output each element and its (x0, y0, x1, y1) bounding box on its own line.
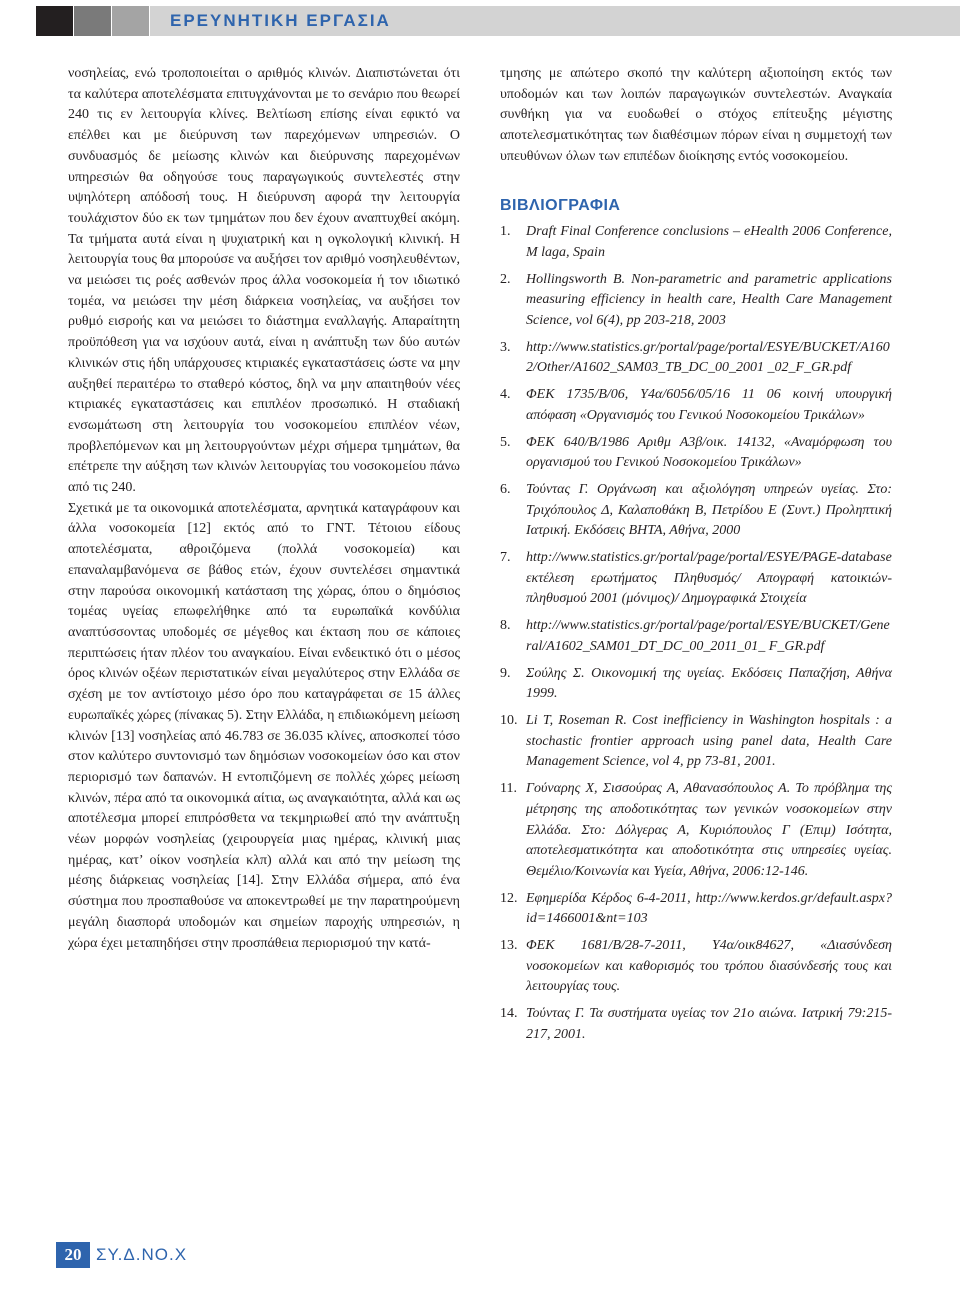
reference-text: http://www.statistics.gr/portal/page/portal/ESYE/PAGE-database εκτέλεση ερωτήματος Πληθυσμός/ Απογραφή κατοικιών-πληθυσμού 2001 (μόνιμος)/ Δημογραφικά Στοιχεία (526, 550, 892, 607)
reference-text: Li T, Roseman R. Cost inefficiency in Washington hospitals : a stochastic frontier approach using panel data, Health Care Management Science, vol 4, pp 73-81, 2001. (526, 712, 892, 770)
reference-text: ΦΕΚ 640/Β/1986 Αριθμ Α3β/οικ. 14132, «Αναμόρφωση του οργανισμού του Γενικού Νοσοκομείου Τρικάλων» (526, 434, 892, 471)
reference-number: 5. (500, 434, 511, 450)
reference-text: Γούναρης Χ, Σισσούρας Α, Αθανασόπουλος Α. Το πρόβλημα της μέτρησης της αποδοτικότητας των γενικών νοσοκομείων στην Ελλάδα. Στο: Δόλγερας Α, Κυριόπουλος Γ (Επιμ) Ισότητα, αποτελεσματικότητα και αποδοτικότητα στις υπηρεσίες υγείας. Θεμέλιο/Κοινωνία και Υγεία, Αθήνα, 2006:12-146. (526, 781, 892, 879)
header-block-gray (112, 6, 149, 36)
reference-item (500, 222, 892, 263)
reference-number: 11. (500, 781, 517, 797)
header-block-dark-gray (74, 6, 111, 36)
section-title: ΕΡΕΥΝΗΤΙΚΗ ΕΡΓΑΣΙΑ (170, 11, 391, 30)
reference-number: 4. (500, 387, 511, 403)
reference-text: Τούντας Γ. Οργάνωση και αξιολόγηση υπηρεών υγείας. Στο: Τριχόπουλος Δ, Καλαποθάκη Β, Πετρίδου Ε (Συντ.) Προληπτική Ιατρική. Εκδόσεις ΒΗΤΑ, Αθήνα, 2000 (526, 481, 892, 539)
reference-item (500, 480, 892, 542)
reference-item (500, 711, 892, 773)
reference-number: 10. (500, 712, 518, 728)
right-column (500, 64, 892, 1052)
reference-number: 7. (500, 550, 511, 566)
reference-item (500, 889, 892, 930)
references-list (500, 222, 892, 1045)
reference-item (500, 385, 892, 426)
body-paragraph-2: Σχετικά με τα οικονομικά αποτελέσματα, αρνητικά καταγράφουν και άλλα νοσοκομεία [12] εκτός από το ΓΝΤ. Τέτοιου είδους αποτελέσματα, αθροιζόμενα (πολλά νοσοκομεία) και επαναλαμβανόμενα σε βάθος ετών, έχουν συντελέσει σημαντικά στην παρούσα οικονομική κατάσταση της χώρας, όπου ο δημόσιος τομέας υγείας επωφελήθηκε από τα ευρωπαϊκά κονδύλια αναπτύσσοντας υποδομές σε μέγεθος και έκταση που σε κάποιες περιπτώσεις ήταν πλέον του αναγκαίου. Είναι ενδεικτικό ότι ο μέσος όρος κλινών οξέων περιστατικών είναι μεγαλύτερος στην Ελλάδα σε σχέση με τον αντίστοιχο μέσο όρο που καταγράφεται σε 15 άλλες ευρωπαϊκές χώρες (πίνακας 5). Στην Ελλάδα, η επιδιωκόμενη μείωση κλινών [13] νοσηλείας από 46.783 σε 36.035 κλίνες, αποσκοπεί τόσο στον καλύτερο συντονισμό των δημόσιων νοσοκομείων όσο και στον περιορισμό των δαπανών. Η εντοπιζόμενη σε πολλές χώρες μείωση κλινών, πέρα από τα οικονομικά αίτια, ως αναγκαιότητα, αλλά και ως αποτέλεσμα μπορεί επιπρόσθετα να τεκμηριωθεί από την ανάπτυξη νέων μορφών νοσηλείας (χειρουργεία μιας ημέρας, κλινική μιας ημέρας, κατ’ οίκον νοσηλεία κλπ) αλλά και από την μείωση της μέσης διάρκειας νοσηλείας [14]. Στην Ελλάδα σήμερα, από ένα σύστημα που προσπαθούσε να αποκεντρωθεί με την παρατηρούμενη μεγάλη διασπορά υποδομών και σημείων παροχής υπηρεσιών, η χώρα έχει μεταπηδήσει στην προσπάθεια περιορισμού την κατά- (68, 500, 460, 951)
body-paragraph-1: νοσηλείας, ενώ τροποποιείται ο αριθμός κλινών. Διαπιστώνεται ότι τα καλύτερα αποτελέσματα επιτυγχάνονται με το σενάριο που θεωρεί 240 τις εν λειτουργία κλίνες. Βελτίωση επίσης είναι εφικτό να επέλθει και με διεύρυνση των παρεχόμενων υπηρεσιών. Ο συνδυασμός δε μείωσης κλινών και διεύρυνσης παρεχομένων υπηρεσιών θα οδηγούσε τους παραγωγικούς συντελεστές στην υψηλότερη απόδοσή τους. Η διεύρυνση αφορά την λειτουργία τουλάχιστον δύο εκ των τμημάτων που δεν έχουν αναπτυχθεί ακόμη. Τα τμήματα αυτά είναι η ψυχιατρική και η ογκολογική κλινική. Η λειτουργία τους θα μπορούσε να αυξήσει τον αριθμό νοσηλευθέντων, να μειώσει τις ροές ασθενών προς άλλα νοσοκομεία ή τον ιδιωτικό τομέα, να μειώσει την μέση διάρκεια νοσηλείας, να αυξήσει τον ρυθμό εισροής και να μειώσει το διάστημα εναλλαγής. Απαραίτητη προϋπόθεση για να ισχύουν αυτά, είναι η ανάπτυξη των δύο αυτών κλινικών στις ήδη υπάρχουσες κτιριακές εγκαταστάσεις ώστε να μην αυξηθεί περαιτέρω το σταθερό κόστος, δηλ να μην απαιτηθούν νέες κτιριακές εγκαταστάσεις και επιπλέον προσωπικό. Η σταδιακή ενσωμάτωση στη λειτουργία του νοσοκομείου επιπλέον νέων, προβλεπόμενων και μη λειτουργούντων μέχρι σήμερα τμημάτων, θα επέτρεπε την αύξηση των κλινών λειτουργίας του νοσοκομείου πάνω από τις 240. (68, 66, 460, 496)
page-number: 20 (56, 1242, 90, 1268)
reference-text: Draft Final Conference conclusions – eHealth 2006 Conference, Μ laga, Spain (526, 224, 892, 260)
conclusion-paragraph: τμησης με απώτερο σκοπό την καλύτερη αξιοποίηση εκτός των υποδομών και των λοιπών παραγωγικών συντελεστών. Αναγκαία συνθήκη για να ευοδωθεί ο στόχος επίτευξης μέγιστης αποτελεσματικότητας των διαθέσιμων πόρων είναι η συμμετοχή των υπευθύνων όλων των επιπέδων διοίκησης εντός νοσοκομείου. (500, 66, 892, 164)
reference-text: http://www.statistics.gr/portal/page/portal/ESYE/BUCKET/General/A1602_SAM01_DT_DC_00_2011_01_ F_GR.pdf (526, 618, 890, 654)
reference-item (500, 936, 892, 998)
header-bar (0, 0, 960, 40)
reference-text: Hollingsworth B. Non-parametric and parametric applications measuring efficiency in health care, Health Care Management Science, vol 6(4), pp 203-218, 2003 (526, 271, 892, 329)
header-block-black (36, 6, 73, 36)
reference-number: 6. (500, 481, 511, 497)
reference-item (500, 616, 892, 657)
reference-text: http://www.statistics.gr/portal/page/portal/ESYE/BUCKET/A1602/Other/A1602_SAM03_TB_DC_00_2001 _02_F_GR.pdf (526, 339, 890, 376)
reference-text: ΦΕΚ 1681/Β/28-7-2011, Υ4α/οικ84627, «Διασύνδεση νοσοκομείων και καθορισμός του τρόπου διασύνδεσής τους και λειτουργίας τους. (526, 938, 892, 995)
reference-text: Τούντας Γ. Τα συστήματα υγείας τον 21ο αιώνα. Ιατρική 79:215-217, 2001. (526, 1006, 892, 1042)
reference-item (500, 338, 892, 379)
reference-number: 8. (500, 618, 511, 634)
reference-number: 12. (500, 890, 518, 906)
reference-text: Σούλης Σ. Οικονομική της υγείας. Εκδόσεις Παπαζήση, Αθήνα 1999. (526, 665, 892, 702)
reference-item (500, 1004, 892, 1045)
reference-number: 2. (500, 271, 511, 287)
journal-name: ΣΥ.Δ.ΝΟ.Χ (96, 1245, 188, 1264)
reference-number: 9. (500, 665, 511, 681)
left-column (68, 64, 460, 954)
reference-item (500, 548, 892, 610)
reference-item (500, 270, 892, 332)
reference-item (500, 664, 892, 705)
references-heading: ΒΙΒΛΙΟΓΡΑΦΙΑ (500, 196, 621, 214)
reference-text: ΦΕΚ 1735/Β/06, Υ4α/6056/05/16 11 06 κοινή υπουργική απόφαση «Οργανισμός του Γενικού Νοσοκομείου Τρικάλων» (526, 387, 892, 423)
reference-number: 3. (500, 339, 511, 355)
reference-number: 13. (500, 938, 518, 954)
reference-item (500, 779, 892, 883)
reference-item (500, 433, 892, 474)
reference-number: 14. (500, 1006, 518, 1022)
reference-number: 1. (500, 224, 511, 240)
reference-text: Εφημερίδα Κέρδος 6-4-2011, http://www.kerdos.gr/default.aspx?id=1466001&nt=103 (526, 890, 892, 927)
